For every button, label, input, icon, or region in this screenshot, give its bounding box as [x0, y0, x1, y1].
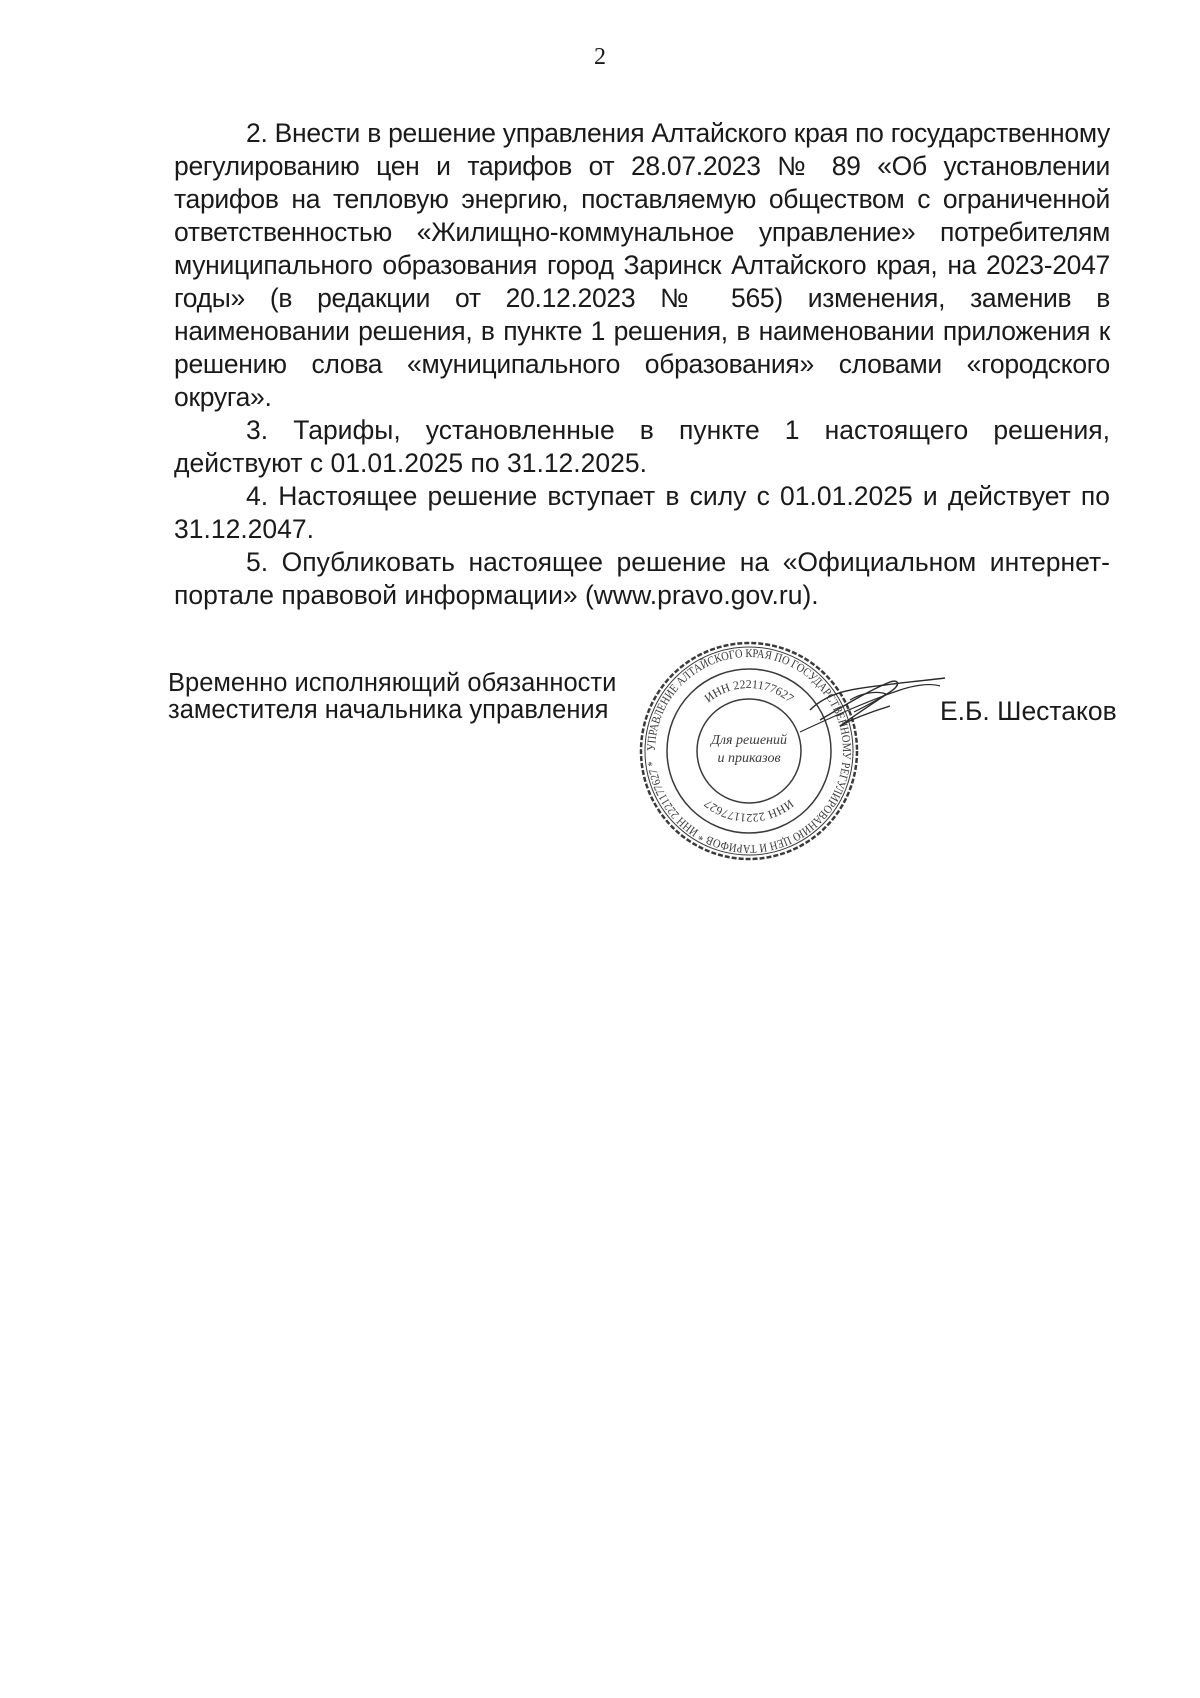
stamp-center-line-2: и приказов — [717, 751, 781, 766]
stamp-inner-text-bottom: ИНН 2221177627 — [701, 796, 797, 826]
signatory-position — [168, 670, 648, 724]
stamp-center-line-1: Для решений — [711, 733, 787, 748]
stamp-inner-text-top: ИНН 2221177627 — [701, 676, 797, 706]
paragraph-5: 5. Опубликовать настоящее решение на «Официальном интернет-портале правовой информации» (www.pravo.gov.ru). — [174, 547, 1110, 610]
paragraph-3: 3. Тарифы, установленные в пункте 1 настоящего решения, действуют с 01.01.2025 по 31.12.2025. — [174, 415, 1110, 478]
signatory-position-line-1: Временно исполняющий обязанности — [168, 669, 617, 697]
paragraph-4: 4. Настоящее решение вступает в силу с 01.01.2025 и действует по 31.12.2047. — [174, 481, 1110, 544]
paragraph-2: 2. Внести в решение управления Алтайского края по государственному регулированию цен и тарифов от 28.07.2023 № 89 «Об установлении тарифов на тепловую энергию, поставляемую обществом с ограниченной ответственностью «Жилищно-коммунальное управление» потребителям муниципального образования город Заринск Алтайского края, на 2023-2047 годы» (в редакции от 20.12.2023 № 565) изменения, заменив в наименовании решения, в пункте 1 решения, в наименовании приложения к решению слова «муниципального образования» словами «городского округа». — [174, 118, 1110, 412]
signature-stroke-1 — [810, 678, 945, 710]
signatory-position-line-2: заместителя начальника управления — [168, 696, 609, 724]
document-body — [174, 117, 1110, 612]
stamp-outer-text: УПРАВЛЕНИЕ АЛТАЙСКОГО КРАЯ ПО ГОСУДАРСТВЕННОМУ РЕГУЛИРОВАНИЮ ЦЕН И ТАРИФОВ * ИНН 2221177627 * — [643, 645, 855, 857]
handwritten-signature — [790, 660, 950, 750]
signatory-name: Е.Б. Шестаков — [940, 696, 1117, 726]
page-number: 2 — [594, 44, 606, 70]
